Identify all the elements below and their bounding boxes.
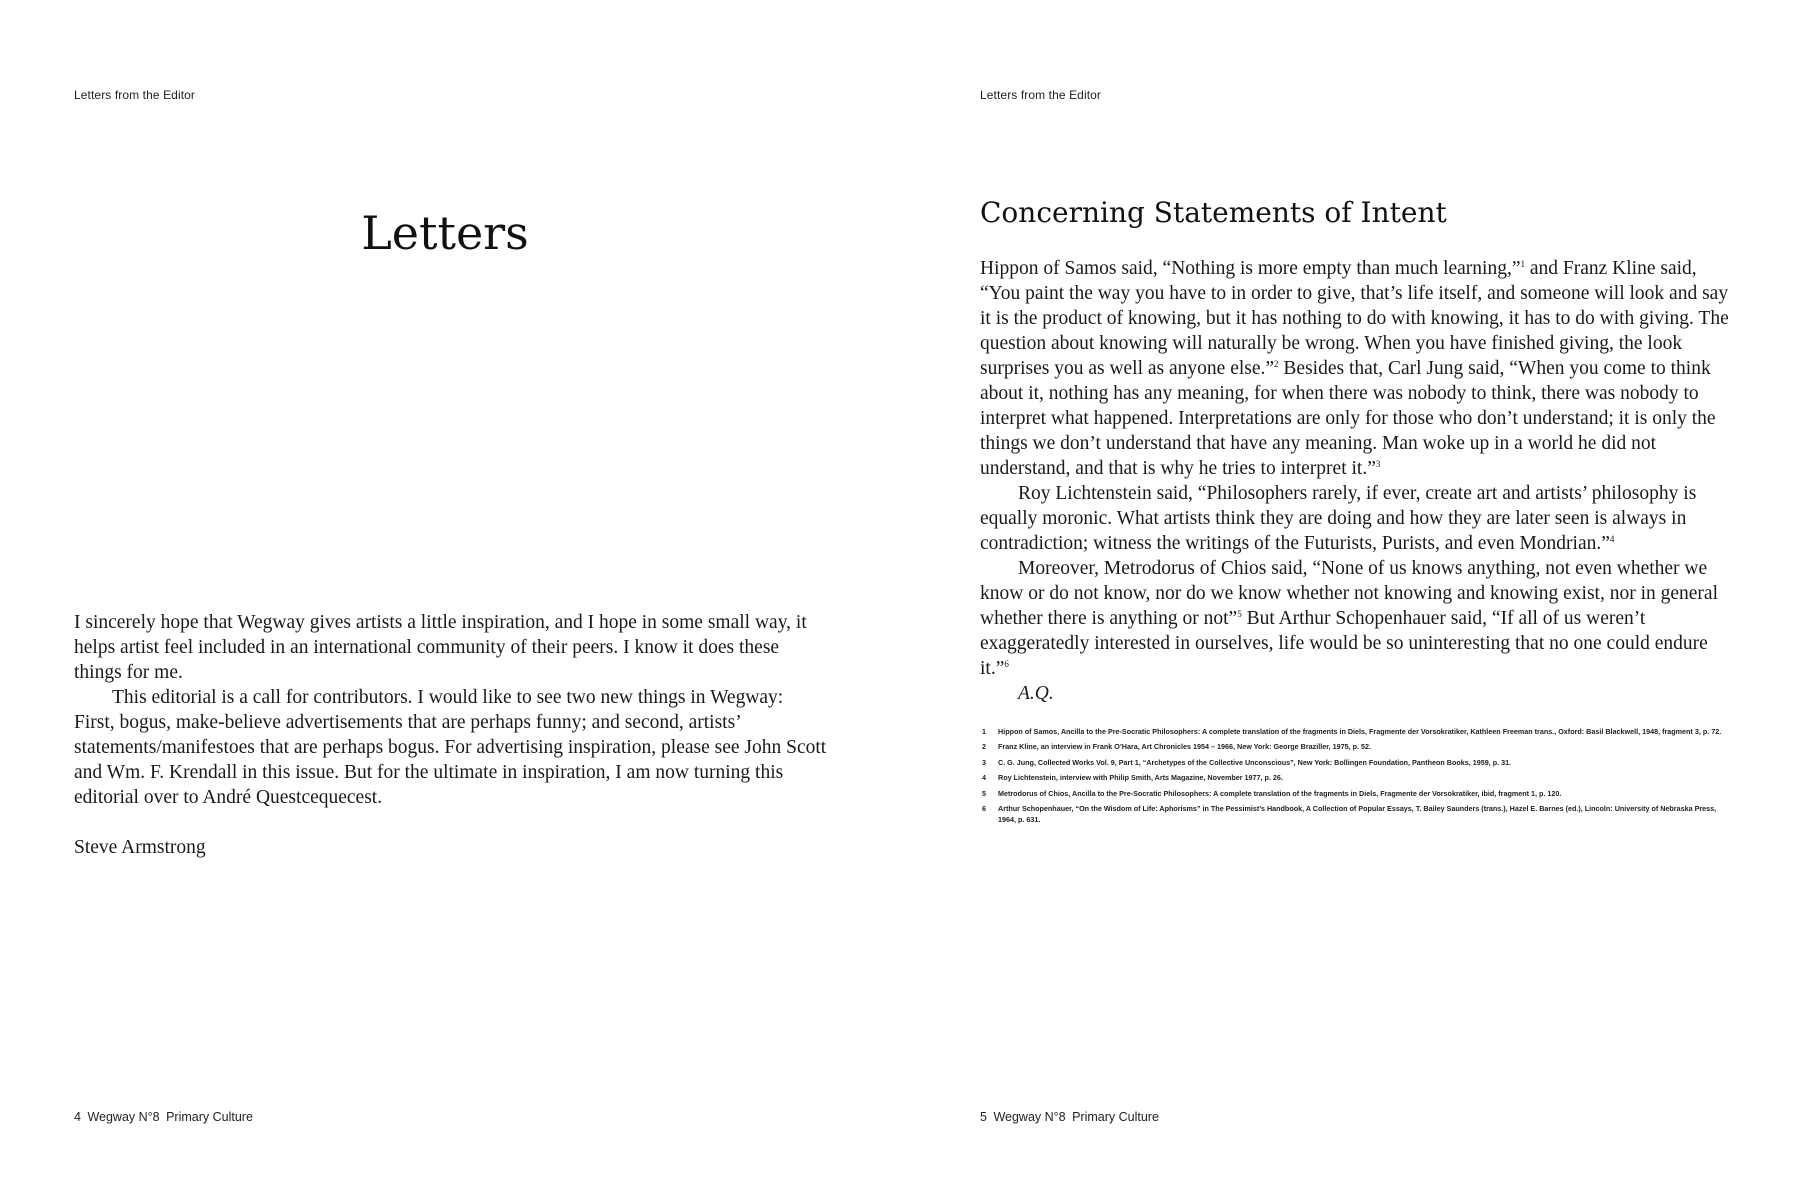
running-head-right: Letters from the Editor bbox=[980, 88, 1102, 102]
issue-title: Primary Culture bbox=[1072, 1110, 1159, 1124]
footnote-ref-6: 6 bbox=[1004, 659, 1009, 669]
footnote-text: Franz Kline, an interview in Frank O’Hara, Art Chronicles 1954 – 1966, New York: George Braziller, 1975, p. 52. bbox=[998, 742, 1371, 752]
author-initials: A.Q. bbox=[1018, 683, 1054, 704]
footnote-ref-3: 3 bbox=[1375, 459, 1381, 469]
footnote-text: C. G. Jung, Collected Works Vol. 9, Part 1, “Archetypes of the Collective Unconscious”, New York: Bollingen Foundation, Pantheon Books, 1959, p. 31. bbox=[998, 757, 1512, 767]
footnote-item bbox=[982, 727, 1727, 738]
footnote-number: 6 bbox=[982, 803, 986, 813]
article-body bbox=[980, 256, 1735, 706]
footnote-number: 2 bbox=[982, 742, 986, 752]
footnote-item bbox=[982, 758, 1727, 769]
text-segment: Hippon of Samos said, “Nothing is more empty than much learning,” bbox=[980, 258, 1521, 279]
footnote-item bbox=[982, 742, 1727, 753]
article-title: Concerning Statements of Intent bbox=[980, 196, 1447, 229]
footnote-text: Arthur Schopenhauer, “On the Wisdom of Life: Aphorisms” in The Pessimist’s Handbook, A Collection of Popular Essays, T. Bailey Saunders (trans.), Hazel E. Barnes (ed.), Lincoln: University of Nebraska Press, 1964, p. 631. bbox=[998, 803, 1717, 824]
text-segment: Moreover, Metrodorus of Chios said, “None of us knows anything, not even whether we know or do not know, nor do we know whether not knowing and knowing exist, nor in general whether there is anything or not” bbox=[980, 558, 1718, 629]
page-number: 5 bbox=[980, 1110, 987, 1124]
issue-title: Primary Culture bbox=[166, 1110, 253, 1124]
footnote-ref-1: 1 bbox=[1520, 259, 1525, 269]
footnote-ref-2: 2 bbox=[1274, 359, 1279, 369]
text-segment: But Arthur Schopenhauer said, “If all of us weren’t exaggeratedly interested in ourselves, life would be so uninteresting that no one could endure it.” bbox=[980, 608, 1708, 679]
article-paragraph-2 bbox=[980, 481, 1735, 556]
article-paragraph-3 bbox=[980, 556, 1735, 681]
text-segment: and Franz Kline said, “You paint the way you have to in order to give, that’s life itself, and someone will look and say it is the product of knowing, but it has nothing to do with knowing, it has to do with giving. The question about knowing will naturally be wrong. When you have finished giving, the look surprises you as well as anyone else.” bbox=[980, 258, 1729, 379]
running-head-left: Letters from the Editor bbox=[74, 88, 196, 102]
text-segment: Roy Lichtenstein said, “Philosophers rarely, if ever, create art and artists’ philosophy is equally moronic. What artists think they are doing and how they are later seen is always in contradiction; witness the writings of the Futurists, Purists, and even Mondrian.” bbox=[980, 483, 1697, 554]
footnote-list bbox=[982, 727, 1727, 830]
folio-right bbox=[980, 1110, 1162, 1124]
publication-name: Wegway N°8 bbox=[87, 1110, 160, 1124]
footnote-ref-4: 4 bbox=[1609, 534, 1615, 544]
text-segment: Besides that, Carl Jung said, “When you come to think about it, nothing has any meaning, for when there was nobody to think, there was nobody to interpret what happened. Interpretations are only for those who don’t understand; it is only the things we don’t understand that have any meaning. Man woke up in a world he did not understand, and that is why he tries to interpret it.” bbox=[980, 358, 1716, 479]
page-number: 4 bbox=[74, 1110, 81, 1124]
footnote-ref-5: 5 bbox=[1237, 609, 1242, 619]
folio-left bbox=[74, 1110, 256, 1124]
editorial-paragraph-1: I sincerely hope that Wegway gives artists a little inspiration, and I hope in some small way, it helps artist feel included in an international community of their peers. I know it does these things for me. bbox=[74, 612, 807, 683]
page-title-letters: Letters bbox=[361, 206, 529, 260]
footnote-number: 1 bbox=[982, 727, 986, 736]
footnote-number: 4 bbox=[982, 773, 986, 783]
editorial-signature: Steve Armstrong bbox=[74, 837, 206, 858]
footnote-number: 5 bbox=[982, 788, 986, 798]
footnote-text: Hippon of Samos, Ancilla to the Pre-Socratic Philosophers: A complete translation of the fragments in Diels, Fragmente der Vorsokratiker, Kathleen Freeman trans., Oxford: Basil Blackwell, 1948, fragment 3, p. 72. bbox=[998, 727, 1722, 736]
footnote-item bbox=[982, 789, 1727, 800]
editorial-body bbox=[74, 610, 828, 860]
footnote-number: 3 bbox=[982, 757, 986, 767]
footnote-text: Roy Lichtenstein, interview with Philip Smith, Arts Magazine, November 1977, p. 26. bbox=[998, 773, 1283, 783]
footnote-item bbox=[982, 773, 1727, 784]
footnote-item bbox=[982, 804, 1727, 826]
article-paragraph-1 bbox=[980, 256, 1735, 481]
footnote-text: Metrodorus of Chios, Ancilla to the Pre-Socratic Philosophers: A complete translation of the fragments in Diels, Fragmente der Vorsokratiker, ibid, fragment 1, p. 120. bbox=[998, 788, 1562, 798]
editorial-paragraph-2: This editorial is a call for contributors. I would like to see two new things in Wegway: First, bogus, make-believe advertisements that are perhaps funny; and second, artists’ statements/manifestoes that are perhaps bogus. For advertising inspiration, please see John Scott and Wm. F. Krendall in this issue. But for the ultimate in inspiration, I am now turning this editorial over to André Questcequecest. bbox=[74, 687, 827, 808]
publication-name: Wegway N°8 bbox=[993, 1110, 1066, 1124]
right-page bbox=[900, 0, 1800, 1200]
